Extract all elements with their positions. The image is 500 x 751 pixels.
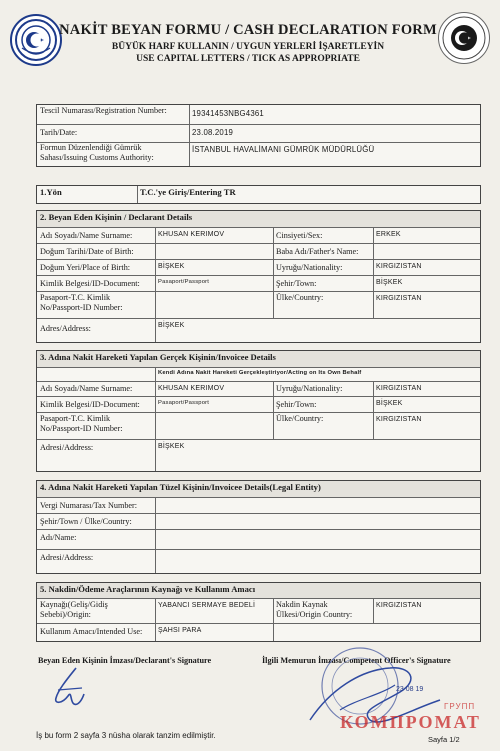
invoicee-passport-label: Pasaport-T.C. Kimlik No/Passport-ID Number: xyxy=(40,414,123,433)
intended-use-label: Kullanım Amacı/Intended Use: xyxy=(40,627,143,636)
invoicee-country-value: KIRGIZISTAN xyxy=(376,416,422,423)
declarant-town-value: BİŞKEK xyxy=(376,279,403,286)
registration-number-value: 19341453NBG4361 xyxy=(192,109,264,118)
date-label: Tarih/Date: xyxy=(40,128,78,137)
section-direction xyxy=(36,185,481,204)
source-reason-label: Kaynağı(Geliş/Gidiş Sebebi)/Origin: xyxy=(40,600,108,619)
declarant-town-label: Şehir/Town: xyxy=(276,279,317,288)
footer-note: İş bu form 2 sayfa 3 nüsha olarak tanzim edilmiştir. xyxy=(36,731,216,740)
form-title: NAKİT BEYAN FORMU / CASH DECLARATION FORM xyxy=(59,22,437,38)
customs-authority-label: Formun Düzenlendiği Gümrük Sahası/Issuing Customs Authority: xyxy=(40,143,154,162)
declarant-dob-label: Doğum Tarihi/Date of Birth: xyxy=(40,247,134,256)
declarant-passport-label: Pasaport-T.C. Kimlik No/Passport-ID Number: xyxy=(40,293,123,312)
declarant-sex-value: ERKEK xyxy=(376,231,401,238)
invoicee-town-value: BİŞKEK xyxy=(376,400,403,407)
declarant-country-value: KIRGIZISTAN xyxy=(376,295,422,302)
legal-address-label: Adresi/Address: xyxy=(40,553,94,562)
declarant-country-label: Ülke/Country: xyxy=(276,293,324,302)
legal-town-country-label: Şehir/Town / Ülke/Country: xyxy=(40,517,132,526)
declarant-pob-label: Doğum Yeri/Place of Birth: xyxy=(40,263,131,272)
declarant-sex-label: Cinsiyeti/Sex: xyxy=(276,231,323,240)
legal-entity-section-title: 4. Adına Nakit Hareketi Yapılan Tüzel Kişinin/Invoicee Details(Legal Entity) xyxy=(40,482,321,492)
invoicee-id-value: Pasaport/Passport xyxy=(158,400,210,406)
origin-country-label: Nakdin Kaynak Ülkesi/Origin Country: xyxy=(276,600,353,619)
legal-name-label: Adı/Name: xyxy=(40,533,77,542)
declarant-address-label: Adres/Address: xyxy=(40,324,91,333)
invoicee-address-value: BİŞKEK xyxy=(158,443,185,450)
declarant-id-label: Kimlik Belgesi/ID-Document: xyxy=(40,279,140,288)
declarant-signature-label: Beyan Eden Kişinin İmzası/Declarant's Signature xyxy=(38,656,212,665)
watermark-group: ГРУПП xyxy=(444,702,476,711)
intended-use-value: ŞAHSI PARA xyxy=(158,627,202,634)
origin-country-value: KIRGIZISTAN xyxy=(376,602,422,609)
section-legal-entity xyxy=(36,480,481,574)
invoicee-own-behalf-note: Kendi Adına Nakit Hareketi Gerçekleştiriyor/Acting on Its Own Behalf xyxy=(158,370,362,376)
declarant-address-value: BİŞKEK xyxy=(158,322,185,329)
ministry-seal-icon xyxy=(438,12,490,64)
section-declarant xyxy=(36,210,481,343)
direction-value: T.C.'ye Giriş/Entering TR xyxy=(140,187,236,197)
form-instruction-tr: BÜYÜK HARF KULLANIN / UYGUN YERLERİ İŞARETLEYİN xyxy=(111,42,385,52)
declarant-name-label: Adı Soyadı/Name Surname: xyxy=(40,231,133,240)
form-instruction-en: USE CAPITAL LETTERS / TICK AS APPROPRIATE xyxy=(136,54,360,64)
officer-signature-label: İlgili Memurun İmzası/Competent Officer's Signature xyxy=(262,656,451,665)
invoicee-nationality-label: Uyruğu/Nationality: xyxy=(276,384,343,393)
declarant-nationality-value: KIRGIZISTAN xyxy=(376,263,422,270)
invoicee-nationality-value: KIRGIZISTAN xyxy=(376,385,422,392)
declarant-name-value: KHUSAN KERIMOV xyxy=(158,231,225,238)
registration-number-label: Tescil Numarası/Registration Number: xyxy=(40,106,167,115)
invoicee-name-label: Adı Soyadı/Name Surname: xyxy=(40,384,133,393)
invoicee-id-label: Kimlik Belgesi/ID-Document: xyxy=(40,400,140,409)
invoicee-town-label: Şehir/Town: xyxy=(276,400,317,409)
cash-source-section-title: 5. Nakdin/Ödeme Araçlarının Kaynağı ve Kullanım Amacı xyxy=(40,584,256,594)
declarant-father-label: Baba Adı/Father's Name: xyxy=(276,247,359,256)
section-cash-source xyxy=(36,582,481,642)
customs-authority-value: İSTANBUL HAVALİMANI GÜMRÜK MÜDÜRLÜĞÜ xyxy=(192,145,375,154)
date-value: 23.08.2019 xyxy=(192,128,234,137)
invoicee-name-value: KHUSAN KERIMOV xyxy=(158,385,225,392)
source-reason-value: YABANCI SERMAYE BEDELİ xyxy=(158,602,256,609)
customs-emblem-icon xyxy=(10,14,62,66)
declarant-nationality-label: Uyruğu/Nationality: xyxy=(276,263,343,272)
legal-tax-label: Vergi Numarası/Tax Number: xyxy=(40,501,138,510)
watermark-kompromat: КОМПРОМАТ xyxy=(340,712,481,732)
declarant-signature-icon xyxy=(48,664,98,710)
section-invoicee-person xyxy=(36,350,481,472)
registration-block xyxy=(36,104,481,167)
invoicee-country-label: Ülke/Country: xyxy=(276,414,324,423)
declarant-pob-value: BİŞKEK xyxy=(158,263,185,270)
invoicee-address-label: Adresi/Address: xyxy=(40,443,94,452)
direction-label: 1.Yön xyxy=(40,187,62,197)
declarant-section-title: 2. Beyan Eden Kişinin / Declarant Details xyxy=(40,212,193,222)
declarant-id-value: Pasaport/Passport xyxy=(158,279,210,285)
stamp-date: 23 08 19 xyxy=(396,686,424,693)
page-number: Sayfa 1/2 xyxy=(428,735,460,744)
invoicee-section-title: 3. Adına Nakit Hareketi Yapılan Gerçek Kişinin/Invoicee Details xyxy=(40,352,276,362)
